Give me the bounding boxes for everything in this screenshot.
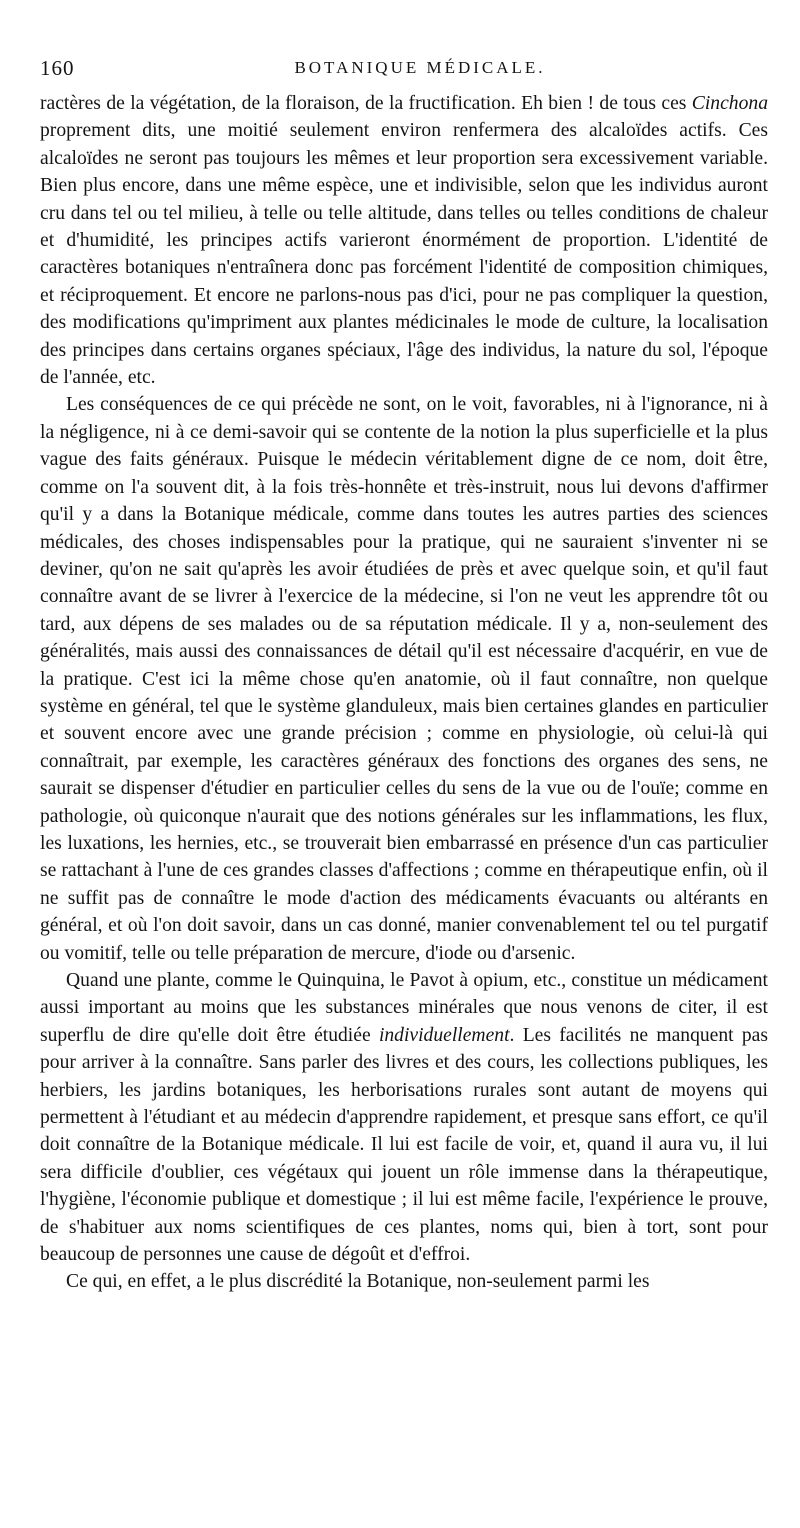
paragraph: [40, 1268, 768, 1295]
text-run: . Les facilités ne manquent pas pour arriver à la connaître. Sans parler des livres et des cours, les collections publiques, les herbiers, les jardins botaniques, les herborisations rurales sont autant de moyens qui permettent à l'étudiant et au médecin d'apprendre rapidement, et presque sans effort, ce qu'il doit connaître de la Botanique médicale. Il lui est facile de voir, et, quand il aura vu, il lui sera difficile d'oublier, ces végétaux qui jouent un rôle immense dans la thérapeutique, l'hygiène, l'économie publique et domestique ; il lui est même facile, l'expérience le prouve, de s'habituer aux noms scientifiques de ces plantes, noms qui, bien à tort, sont pour beaucoup de personnes une cause de dégoût et d'effroi.: [40, 1024, 768, 1266]
paragraph: [40, 967, 768, 1268]
running-head: [40, 52, 768, 86]
running-title: BOTANIQUE MÉDICALE.: [294, 58, 546, 77]
italic-term: individuellement: [378, 1024, 510, 1046]
paragraph: [40, 90, 768, 391]
text-run: Ce qui, en effet, a le plus discrédité la Botanique, non-seulement parmi les: [66, 1271, 650, 1293]
text-run: Les conséquences de ce qui précède ne sont, on le voit, favorables, ni à l'ignorance, ni à la négligence, ni à ce demi-savoir qui se contente de la notion la plus superficielle et la plus vague des faits généraux. Puisque le médecin véritablement digne de ce nom, doit être, comme on l'a souvent dit, à la fois très-honnête et très-instruit, nous lui devons d'affirmer qu'il y a dans la Botanique médicale, comme dans toutes les autres parties des sciences médicales, des choses indispensables pour la pratique, qui ne sauraient s'inventer ni se deviner, qu'on ne sait qu'après les avoir étudiées de près et avec quelque soin, et qu'il faut connaître avant de se livrer à l'exercice de la médecine, si l'on ne veut les apprendre tôt ou tard, aux dépens de ses malades ou de sa réputation médicale. Il y a, non-seulement des généralités, mais aussi des connaissances de détail qu'il est nécessaire d'acquérir, en vue de la pratique. C'est ici la même chose qu'en anatomie, où il faut connaître, non quelque système en général, tel que le système glanduleux, mais bien certaines glandes en particulier et souvent encore avec une grande précision ; comme en physiologie, où celui-là qui connaîtrait, par exemple, les caractères généraux des fonctions des organes des sens, ne saurait se dispenser d'étudier en particulier celles du sens de la vue ou de l'ouïe; comme en pathologie, où quiconque n'aurait que des notions générales sur les inflammations, les flux, les luxations, les hernies, etc., se trouverait bien embarrassé en présence d'un cas particulier se rattachant à l'une de ces grandes classes d'affections ; comme en thérapeutique enfin, où il ne suffit pas de connaître le mode d'action des médicaments évacuants ou altérants en général, et où l'on doit savoir, dans un cas donné, manier convenablement tel ou tel purgatif ou vomitif, telle ou telle préparation de mercure, d'iode ou d'arsenic.: [40, 394, 768, 964]
book-page: [40, 52, 768, 1296]
text-run: Quand une plante, comme le Quinquina, le Pavot à opium, etc., constitue un médicament aussi important au moins que les substances minérales que nous venons de citer, il est superflu de dire qu'elle doit être étudiée: [40, 970, 768, 1046]
text-run: proprement dits, une moitié seulement environ renfermera des alcaloïdes actifs. Ces alcaloïdes ne seront pas toujours les mêmes et leur proportion sera excessivement variable. Bien plus encore, dans une même espèce, une et indivisible, selon que les individus auront cru dans tel ou tel milieu, à telle ou telle altitude, dans telles ou telles conditions de chaleur et d'humidité, les principes actifs varieront énormément de proportion. L'identité de caractères botaniques n'entraînera donc pas forcément l'identité de composition chimiques, et réciproquement. Et encore ne parlons-nous pas d'ici, pour ne pas compliquer la question, des modifications qu'impriment aux plantes médicinales le mode de culture, la localisation des principes dans certains organes spéciaux, l'âge des individus, la nature du sol, l'époque de l'année, etc.: [40, 120, 768, 389]
text-run: ractères de la végétation, de la floraison, de la fructification. Eh bien ! de tous ces: [40, 93, 692, 114]
body-text: [40, 90, 768, 1296]
page-number: 160: [40, 56, 75, 80]
italic-term: Cinchona: [691, 93, 768, 114]
paragraph: [40, 391, 768, 967]
